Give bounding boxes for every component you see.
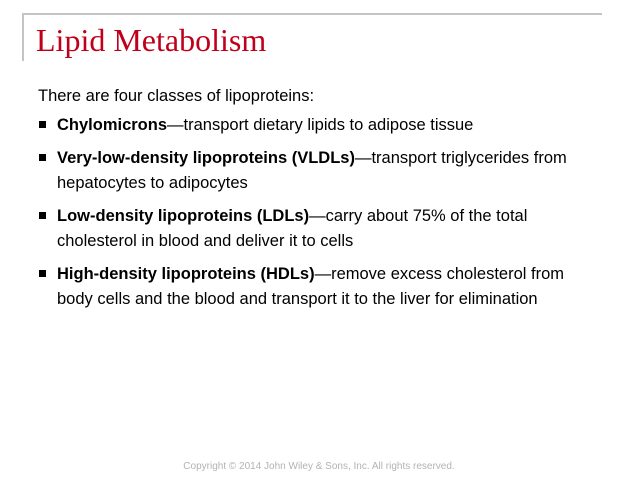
copyright-footer: Copyright © 2014 John Wiley & Sons, Inc. All rights reserved. (183, 461, 455, 472)
bullet-term: Very-low-density lipoproteins (VLDLs) (57, 149, 355, 167)
bullet-text: —transport triglycerides from hepatocytes to adipocytes (57, 149, 567, 192)
square-bullet-icon (39, 270, 46, 277)
square-bullet-icon (39, 212, 46, 219)
bullet-chylomicrons (38, 113, 598, 138)
bullet-text: —carry about 75% of the total cholesterol in blood and deliver it to cells (57, 207, 528, 250)
lipoprotein-list (38, 113, 598, 312)
bullet-term: Low-density lipoproteins (LDLs) (57, 207, 310, 225)
slide-body (38, 84, 598, 320)
bullet-text: —transport dietary lipids to adipose tissue (167, 116, 474, 134)
bullet-text: —remove excess cholesterol from body cells and the blood and transport it to the liver for elimination (57, 265, 565, 308)
slide-title: Lipid Metabolism (36, 22, 267, 58)
intro-text: There are four classes of lipoproteins: (38, 87, 315, 105)
bullet-term: High-density lipoproteins (HDLs) (57, 265, 315, 283)
bullet-term: Chylomicrons (57, 116, 168, 134)
square-bullet-icon (39, 154, 46, 161)
title-frame-left-line (22, 13, 24, 61)
bullet-hdl (38, 262, 598, 312)
bullet-ldl (38, 204, 598, 254)
bullet-vldl (38, 146, 598, 196)
square-bullet-icon (39, 121, 46, 128)
title-frame-top-line (23, 13, 602, 15)
